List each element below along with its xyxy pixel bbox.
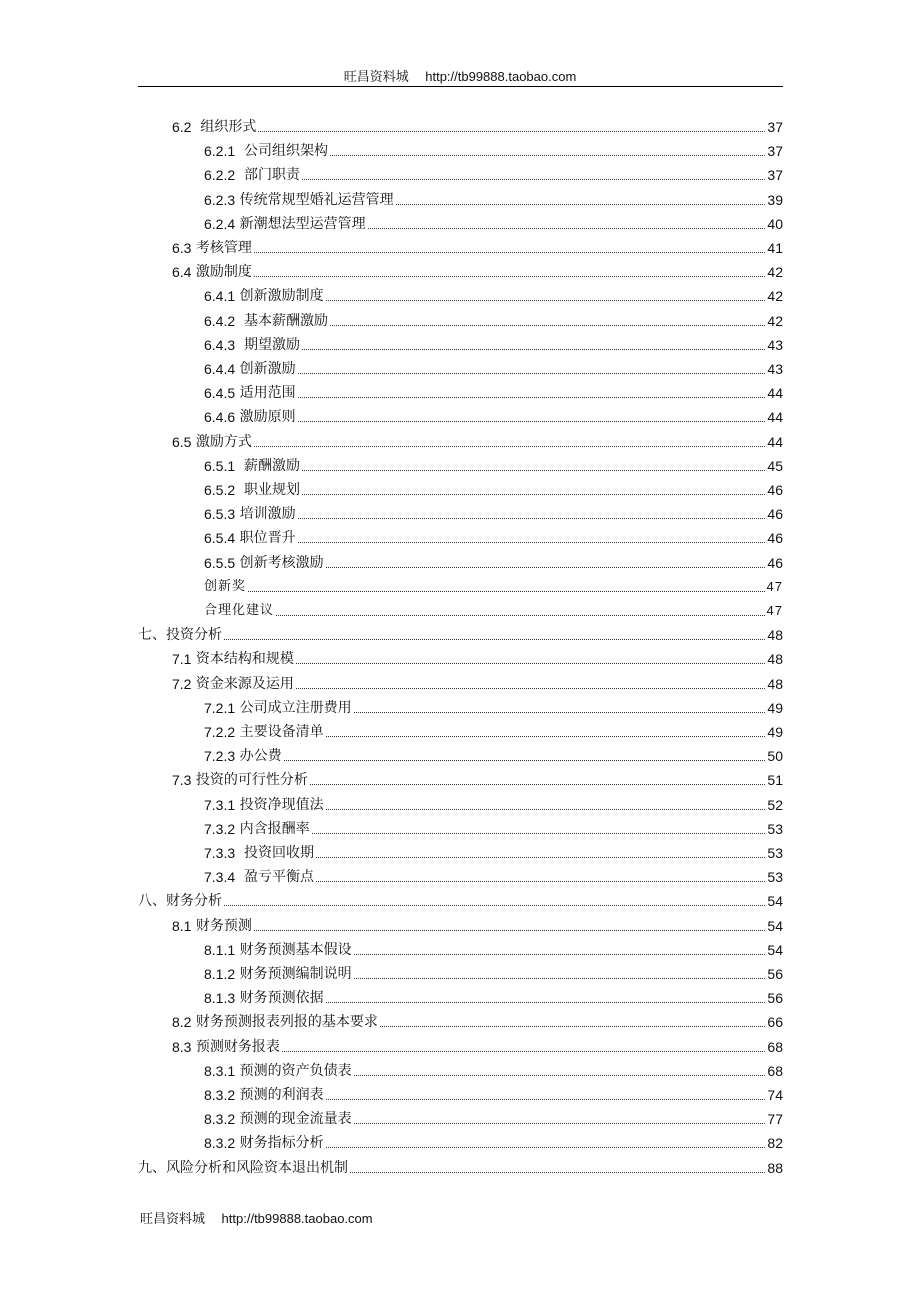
- toc-entry[interactable]: [204, 380, 783, 402]
- toc-dot-leader: [254, 930, 766, 931]
- toc-entry-page: 56: [767, 966, 783, 982]
- toc-entry-title: 预测的现金流量表: [235, 1111, 352, 1128]
- toc-entry[interactable]: [204, 1082, 783, 1104]
- toc-entry-number: 7.2: [172, 675, 192, 692]
- toc-dot-leader: [298, 373, 766, 374]
- toc-entry-page: 53: [767, 845, 783, 861]
- toc-entry-title: 创新激励: [235, 361, 296, 377]
- toc-entry-number: 8.3.1: [204, 1062, 236, 1079]
- toc-entry[interactable]: [204, 937, 783, 959]
- toc-entry-page: 46: [767, 530, 783, 547]
- toc-entry[interactable]: [204, 816, 783, 838]
- toc-entry-page: 43: [767, 336, 783, 353]
- toc-entry[interactable]: [204, 453, 783, 475]
- toc-entry-page: 50: [767, 748, 783, 765]
- toc-dot-leader: [276, 615, 765, 616]
- toc-dot-leader: [302, 349, 765, 350]
- toc-entry-page: 54: [767, 893, 783, 910]
- page-footer: [140, 1208, 373, 1227]
- toc-dot-leader: [354, 1123, 766, 1124]
- toc-entry-title: 合理化建议: [204, 603, 275, 618]
- toc-entry-page: 37: [767, 119, 783, 135]
- header-brand: 旺昌资料城: [343, 70, 409, 85]
- toc-entry[interactable]: [172, 1009, 783, 1031]
- toc-dot-leader: [326, 736, 766, 737]
- toc-entry-title: 办公费: [235, 748, 282, 765]
- toc-dot-leader: [380, 1026, 766, 1027]
- toc-dot-leader: [354, 954, 766, 955]
- toc-entry-page: 54: [767, 917, 783, 934]
- toc-entry-page: 44: [767, 385, 783, 402]
- toc-entry-number: 6.5.5: [204, 554, 236, 571]
- toc-entry-page: 82: [767, 1135, 783, 1152]
- toc-dot-leader: [354, 1075, 766, 1076]
- toc-entry[interactable]: [172, 114, 783, 136]
- toc-entry[interactable]: [138, 1155, 783, 1177]
- toc-entry-page: 47: [766, 603, 783, 618]
- toc-entry-title: 主要设备清单: [235, 724, 324, 740]
- toc-dot-leader: [312, 833, 766, 834]
- toc-entry[interactable]: [172, 767, 783, 789]
- toc-entry[interactable]: [204, 356, 783, 378]
- toc-dot-leader: [298, 421, 766, 422]
- toc-dot-leader: [316, 881, 765, 882]
- toc-entry-title: 盈亏平衡点: [235, 869, 315, 886]
- toc-dot-leader: [326, 567, 766, 568]
- toc-entry[interactable]: [204, 695, 783, 717]
- toc-entry[interactable]: [204, 138, 783, 160]
- toc-dot-leader: [248, 591, 765, 592]
- toc-entry[interactable]: [204, 211, 783, 233]
- toc-entry-page: 56: [767, 990, 783, 1007]
- toc-dot-leader: [254, 252, 766, 253]
- toc-entry-title: 财务预测基本假设: [235, 941, 352, 958]
- toc-entry-title: 资金来源及运用: [191, 675, 294, 692]
- toc-entry[interactable]: [204, 792, 783, 814]
- toc-entry-number: 6.5.2: [204, 482, 236, 498]
- toc-entry-page: 49: [767, 724, 783, 740]
- toc-dot-leader: [254, 276, 766, 277]
- toc-entry-page: 48: [767, 651, 783, 668]
- toc-entry-number: 8.3: [172, 1038, 192, 1055]
- toc-entry-title: 九、风险分析和风险资本退出机制: [138, 1159, 348, 1176]
- toc-entry-title: 职业规划: [235, 482, 301, 498]
- toc-entry[interactable]: [172, 1034, 783, 1056]
- toc-entry-page: 44: [767, 433, 783, 450]
- toc-entry-title: 公司成立注册费用: [235, 699, 352, 716]
- toc-entry-number: 6.4.4: [204, 361, 236, 377]
- toc-entry-title: 激励原则: [235, 409, 296, 426]
- toc-entry-title: 期望激励: [235, 336, 301, 353]
- toc-entry-number: 6.4.5: [204, 385, 236, 402]
- toc-entry-page: 44: [767, 409, 783, 426]
- toc-entry[interactable]: [204, 985, 783, 1007]
- toc-entry-page: 40: [767, 215, 783, 232]
- toc-entry-number: 8.1: [172, 917, 192, 934]
- toc-entry[interactable]: [204, 283, 783, 305]
- toc-entry-number: 6.4.2: [204, 312, 236, 329]
- toc-entry-number: 8.2: [172, 1014, 192, 1031]
- toc-entry-number: 7.3: [172, 772, 192, 789]
- toc-entry-title: 七、投资分析: [138, 627, 222, 644]
- toc-entry-title: 财务预测依据: [235, 990, 324, 1007]
- toc-dot-leader: [254, 446, 766, 447]
- toc-dot-leader: [396, 204, 766, 205]
- toc-dot-leader: [326, 1099, 766, 1100]
- toc-entry-number: 6.5.4: [204, 530, 236, 547]
- toc-dot-leader: [224, 905, 765, 906]
- toc-entry-number: 6.3: [172, 240, 192, 256]
- toc-entry[interactable]: [172, 646, 783, 668]
- toc-entry-page: 54: [767, 941, 783, 958]
- toc-dot-leader: [302, 494, 765, 495]
- toc-dot-leader: [354, 712, 766, 713]
- toc-entry-page: 39: [767, 191, 783, 208]
- toc-entry-page: 53: [767, 869, 783, 886]
- toc-entry-page: 53: [767, 820, 783, 837]
- toc-entry-title: 职位晋升: [235, 530, 296, 547]
- toc-entry[interactable]: [204, 501, 783, 523]
- toc-entry-page: 45: [767, 457, 783, 474]
- toc-entry-title: 创新考核激励: [235, 554, 324, 571]
- toc-entry-number: 6.2.1: [204, 143, 236, 160]
- toc-dot-leader: [316, 857, 765, 858]
- toc-entry-title: 激励制度: [191, 264, 252, 281]
- toc-entry-title: 投资净现值法: [235, 796, 324, 813]
- toc-dot-leader: [330, 325, 765, 326]
- toc-entry-title: 基本薪酬激励: [235, 312, 329, 329]
- toc-entry-title: 部门职责: [235, 167, 301, 184]
- toc-dot-leader: [330, 155, 765, 156]
- toc-entry-page: 68: [767, 1038, 783, 1055]
- toc-entry-title: 投资回收期: [235, 845, 315, 861]
- toc-entry-number: 7.3.3: [204, 845, 236, 861]
- toc-dot-leader: [284, 760, 766, 761]
- toc-entry-number: 7.3.1: [204, 796, 236, 813]
- toc-entry-title: 财务指标分析: [235, 1135, 324, 1152]
- toc-entry[interactable]: [172, 259, 783, 281]
- header-url: http://tb99888.taobao.com: [425, 69, 577, 84]
- toc-entry[interactable]: [204, 550, 783, 572]
- header-divider: [138, 86, 783, 87]
- footer-url: http://tb99888.taobao.com: [221, 1211, 373, 1226]
- toc-entry-page: 49: [767, 699, 783, 716]
- toc-entry-title: 传统常规型婚礼运营管理: [235, 191, 394, 208]
- toc-entry[interactable]: [204, 1058, 783, 1080]
- toc-dot-leader: [298, 542, 766, 543]
- toc-dot-leader: [298, 397, 766, 398]
- toc-entry[interactable]: [204, 187, 783, 209]
- toc-dot-leader: [326, 809, 766, 810]
- toc-entry-number: 6.2.3: [204, 191, 236, 208]
- toc-entry-title: 培训激励: [235, 506, 296, 523]
- toc-entry[interactable]: [204, 961, 783, 983]
- toc-entry-number: 6.2.2: [204, 167, 236, 184]
- toc-entry-number: 7.3.2: [204, 820, 236, 837]
- toc-entry-page: 68: [767, 1062, 783, 1079]
- toc-entry-title: 预测的利润表: [235, 1087, 324, 1103]
- toc-entry-number: 6.5.3: [204, 506, 236, 523]
- toc-entry-page: 74: [767, 1087, 783, 1103]
- toc-entry-number: 7.3.4: [204, 869, 236, 886]
- toc-entry-number: 6.4.6: [204, 409, 236, 426]
- toc-entry-number: 7.1: [172, 651, 192, 668]
- toc-dot-leader: [258, 131, 765, 132]
- toc-entry-page: 66: [767, 1014, 783, 1031]
- toc-entry-number: 6.4: [172, 264, 192, 281]
- toc-entry-number: 8.3.2: [204, 1087, 236, 1103]
- toc-entry-title: 适用范围: [235, 385, 296, 402]
- toc-entry-title: 薪酬激励: [235, 457, 301, 474]
- toc-entry-title: 考核管理: [191, 240, 252, 256]
- toc-entry-title: 八、财务分析: [138, 893, 222, 910]
- toc-entry-title: 财务预测报表列报的基本要求: [191, 1014, 378, 1031]
- toc-entry-title: 预测财务报表: [191, 1038, 280, 1055]
- toc-entry-title: 投资的可行性分析: [191, 772, 308, 789]
- toc-entry-number: 6.5.1: [204, 457, 236, 474]
- toc-entry-page: 51: [767, 772, 783, 789]
- toc-dot-leader: [298, 518, 766, 519]
- toc-dot-leader: [326, 1147, 766, 1148]
- toc-entry[interactable]: [172, 429, 783, 451]
- toc-entry-page: 48: [767, 627, 783, 644]
- toc-dot-leader: [354, 978, 766, 979]
- toc-entry-number: 8.1.2: [204, 966, 236, 982]
- toc-entry-number: 7.2.2: [204, 724, 236, 740]
- toc-entry[interactable]: [204, 477, 783, 499]
- toc-entry[interactable]: [204, 332, 783, 354]
- toc-entry[interactable]: [204, 525, 783, 547]
- toc-entry-number: 6.2: [172, 119, 192, 135]
- toc-entry-page: 48: [767, 675, 783, 692]
- toc-entry[interactable]: [172, 913, 783, 935]
- toc-entry[interactable]: [172, 235, 783, 257]
- toc-entry-number: 7.2.3: [204, 748, 236, 765]
- toc-entry-page: 52: [767, 796, 783, 813]
- toc-entry-title: 组织形式: [191, 119, 257, 135]
- toc-entry[interactable]: [204, 719, 783, 741]
- toc-entry-page: 88: [767, 1159, 783, 1176]
- toc-entry-title: 资本结构和规模: [191, 651, 294, 668]
- toc-dot-leader: [224, 639, 765, 640]
- page-header: [0, 66, 920, 85]
- toc-entry-page: 77: [767, 1111, 783, 1128]
- toc-entry-page: 46: [767, 482, 783, 498]
- toc-entry-page: 37: [767, 167, 783, 184]
- toc-entry-page: 46: [767, 554, 783, 571]
- toc-entry-page: 42: [767, 288, 783, 305]
- toc-entry[interactable]: [172, 671, 783, 693]
- toc-dot-leader: [350, 1172, 765, 1173]
- toc-entry-title: 预测的资产负债表: [235, 1062, 352, 1079]
- toc-entry-title: 创新激励制度: [235, 288, 324, 305]
- toc-entry-page: 42: [767, 312, 783, 329]
- toc-dot-leader: [326, 1002, 766, 1003]
- toc-entry[interactable]: [204, 574, 783, 596]
- toc-entry-title: 创新奖: [204, 578, 247, 594]
- toc-entry[interactable]: [204, 404, 783, 426]
- toc-entry[interactable]: [204, 1130, 783, 1152]
- toc-entry-title: 内含报酬率: [235, 820, 310, 837]
- toc-entry-title: 新潮想法型运营管理: [235, 215, 366, 232]
- toc-entry[interactable]: [204, 598, 783, 620]
- toc-entry-page: 46: [767, 506, 783, 523]
- toc-entry-page: 47: [766, 578, 783, 594]
- toc-entry-number: 6.2.4: [204, 215, 236, 232]
- toc-entry-number: 6.4.1: [204, 288, 236, 305]
- toc-entry-title: 财务预测编制说明: [235, 966, 352, 982]
- toc-dot-leader: [302, 179, 765, 180]
- toc-entry-number: 6.5: [172, 433, 192, 450]
- toc-entry-number: 7.2.1: [204, 699, 236, 716]
- toc-entry-page: 42: [767, 264, 783, 281]
- toc-entry-title: 财务预测: [191, 917, 252, 934]
- toc-entry-page: 41: [767, 240, 783, 256]
- toc-entry-title: 激励方式: [191, 433, 252, 450]
- toc-entry-page: 37: [767, 143, 783, 160]
- toc-entry-number: 8.1.1: [204, 941, 236, 958]
- toc-entry[interactable]: [204, 840, 783, 862]
- toc-entry-number: 8.3.2: [204, 1135, 236, 1152]
- toc-entry[interactable]: [138, 622, 783, 644]
- toc-entry[interactable]: [204, 162, 783, 184]
- toc-entry[interactable]: [204, 864, 783, 886]
- toc-entry-number: 8.3.2: [204, 1111, 236, 1128]
- toc-entry[interactable]: [204, 308, 783, 330]
- toc-entry[interactable]: [204, 1106, 783, 1128]
- toc-dot-leader: [282, 1051, 766, 1052]
- toc-dot-leader: [368, 228, 766, 229]
- toc-dot-leader: [302, 470, 765, 471]
- footer-brand: 旺昌资料城: [140, 1212, 206, 1227]
- toc-dot-leader: [310, 784, 766, 785]
- toc-dot-leader: [296, 663, 766, 664]
- toc-entry[interactable]: [138, 888, 783, 910]
- toc-entry[interactable]: [204, 743, 783, 765]
- toc-entry-number: 6.4.3: [204, 336, 236, 353]
- toc-entry-page: 43: [767, 361, 783, 377]
- toc-entry-number: 8.1.3: [204, 990, 236, 1007]
- toc-dot-leader: [296, 688, 766, 689]
- toc-entry-title: 公司组织架构: [235, 143, 329, 160]
- toc-dot-leader: [326, 300, 766, 301]
